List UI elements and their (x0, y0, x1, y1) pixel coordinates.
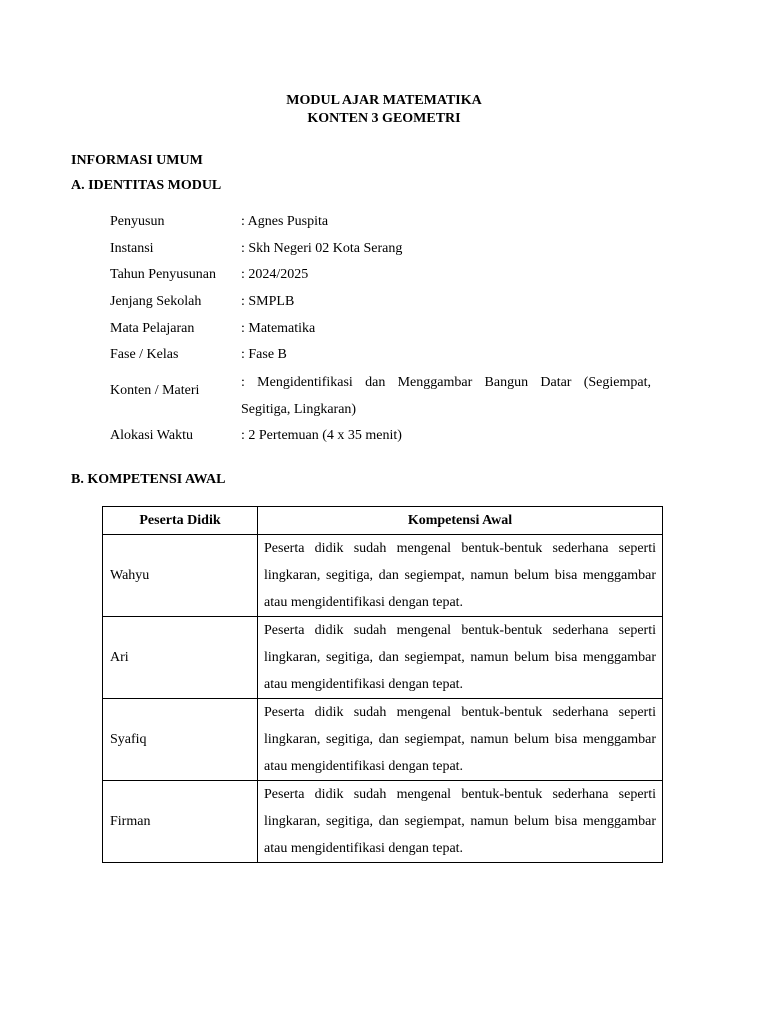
student-name: Firman (103, 781, 258, 863)
identity-value: : 2024/2025 (241, 267, 309, 282)
table-row (103, 535, 663, 617)
section-heading-informasi-umum: INFORMASI UMUM (71, 153, 203, 168)
identity-value: : Matematika (241, 321, 316, 336)
identity-label: Penyusun (110, 214, 165, 229)
column-header-peserta-didik: Peserta Didik (103, 507, 258, 535)
competency-description: Peserta didik sudah mengenal bentuk-bentuk sederhana seperti lingkaran, segitiga, dan segiempat, namun belum bisa menggambar atau mengidentifikasi dengan tepat. (258, 535, 663, 617)
kompetensi-table (102, 506, 663, 863)
competency-description: Peserta didik sudah mengenal bentuk-bentuk sederhana seperti lingkaran, segitiga, dan segiempat, namun belum bisa menggambar atau mengidentifikasi dengan tepat. (258, 699, 663, 781)
document-subtitle: KONTEN 3 GEOMETRI (307, 111, 461, 126)
student-name: Wahyu (103, 535, 258, 617)
identity-value: : 2 Pertemuan (4 x 35 menit) (241, 428, 402, 443)
identity-label: Instansi (110, 241, 154, 256)
identity-value: : Skh Negeri 02 Kota Serang (241, 241, 403, 256)
document-title: MODUL AJAR MATEMATIKA (286, 93, 482, 108)
section-heading-kompetensi-awal: B. KOMPETENSI AWAL (71, 472, 226, 487)
identity-label: Fase / Kelas (110, 347, 179, 362)
identity-label: Alokasi Waktu (110, 428, 193, 443)
identity-label: Jenjang Sekolah (110, 294, 202, 309)
identity-value: : Fase B (241, 347, 287, 362)
competency-description: Peserta didik sudah mengenal bentuk-bentuk sederhana seperti lingkaran, segitiga, dan segiempat, namun belum bisa menggambar atau mengidentifikasi dengan tepat. (258, 781, 663, 863)
student-name: Syafiq (103, 699, 258, 781)
identity-value: : SMPLB (241, 294, 295, 309)
student-name: Ari (103, 617, 258, 699)
identity-label: Mata Pelajaran (110, 321, 195, 336)
table-row (103, 699, 663, 781)
section-heading-identitas-modul: A. IDENTITAS MODUL (71, 178, 222, 193)
identity-value: : Agnes Puspita (241, 214, 329, 229)
identity-value: : Mengidentifikasi dan Menggambar Bangun Datar (Segiempat, Segitiga, Lingkaran) (241, 375, 651, 417)
column-header-kompetensi-awal: Kompetensi Awal (258, 507, 663, 535)
competency-description: Peserta didik sudah mengenal bentuk-bentuk sederhana seperti lingkaran, segitiga, dan segiempat, namun belum bisa menggambar atau mengidentifikasi dengan tepat. (258, 617, 663, 699)
table-row (103, 617, 663, 699)
table-header-row (103, 507, 663, 535)
table-row (103, 781, 663, 863)
identity-label: Tahun Penyusunan (110, 267, 216, 282)
identity-label: Konten / Materi (110, 383, 200, 398)
